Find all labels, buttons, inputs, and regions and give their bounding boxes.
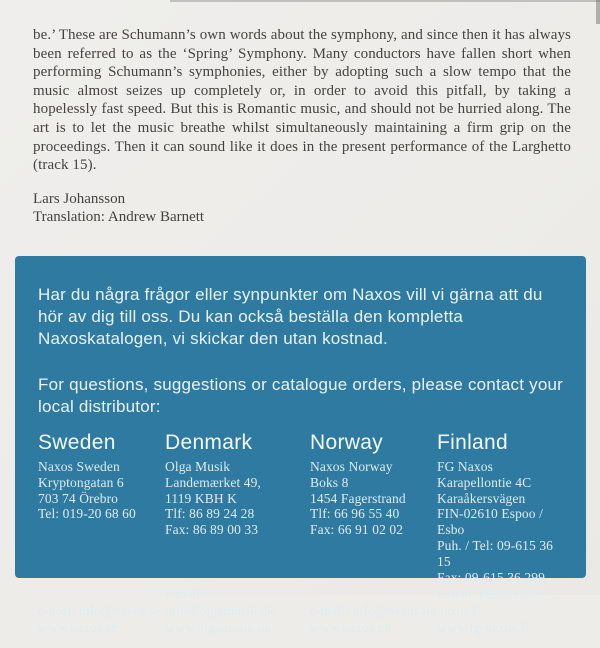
address-line: Karapellontie 4C xyxy=(437,474,532,490)
address-block-finland xyxy=(437,459,563,585)
address-line: Fax: 09-615 36 299 xyxy=(437,569,545,585)
address-line: 1119 KBH K xyxy=(165,490,238,506)
distributor-finland xyxy=(437,431,563,648)
address-line: 703 74 Örebro xyxy=(38,490,119,506)
distributor-columns xyxy=(38,431,563,636)
country-heading-finland: Finland xyxy=(437,431,508,454)
email-line-norway: e-mail: info@naxos.no xyxy=(310,603,437,619)
address-line: Naxos Norway xyxy=(310,459,393,474)
english-notice: For questions, suggestions or catalogue orders, please contact your local distributor: xyxy=(38,375,563,416)
address-line: Kryptongatan 6 xyxy=(38,474,124,490)
address-line: Boks 8 xyxy=(310,474,349,490)
email-line-denmark: e-mail: info@olgamusik.dk xyxy=(165,586,275,619)
address-line: FIN-02610 Espoo / Esbo xyxy=(437,506,543,538)
website-line-norway: www.naxos.no xyxy=(310,620,392,636)
website-line-finland: www.fg-naxos.fi xyxy=(437,620,530,636)
distributor-denmark xyxy=(165,431,310,648)
address-line: Olga Musik xyxy=(165,459,231,474)
address-line: Tlf: 86 89 24 28 xyxy=(165,506,255,522)
distributor-sweden xyxy=(38,431,165,648)
address-line: Fax: 86 89 00 33 xyxy=(165,522,259,538)
distributor-norway xyxy=(310,431,437,648)
website-line-sweden: www.naxos.se xyxy=(38,620,118,636)
scan-edge-artifact xyxy=(170,0,600,2)
address-line: 1454 Fagerstrand xyxy=(310,490,406,506)
email-line-sweden: e-post: info@naxos.se xyxy=(38,603,161,619)
contact-block-sweden xyxy=(38,602,165,648)
address-line: Landemærket 49, xyxy=(165,474,261,490)
author-name: Lars Johansson xyxy=(33,190,126,207)
address-line: Karaåkersvägen xyxy=(437,490,526,506)
address-line: Fax: 66 91 02 02 xyxy=(310,522,404,538)
email-line-finland: e-mail: palaute@fg-naxos.fi xyxy=(437,586,548,619)
address-line: FG Naxos xyxy=(437,459,493,474)
translation-credit: Translation: Andrew Barnett xyxy=(33,209,205,226)
website-line-denmark: www.olgamusik.dk xyxy=(165,620,272,636)
address-line: Naxos Sweden xyxy=(38,459,120,474)
country-heading-denmark: Denmark xyxy=(165,431,253,454)
address-line: Tel: 019-20 68 60 xyxy=(38,506,136,522)
country-heading-sweden: Sweden xyxy=(38,431,116,454)
article-section xyxy=(33,26,571,227)
country-heading-norway: Norway xyxy=(310,431,383,454)
scan-corner-artifact xyxy=(596,0,600,24)
contact-block-norway xyxy=(310,602,437,648)
address-line: Tlf: 66 96 55 40 xyxy=(310,506,400,522)
address-block-norway xyxy=(310,459,437,538)
address-block-sweden xyxy=(38,459,165,522)
article-paragraph: be.’ These are Schumann’s own words about the symphony, and since then it has always been referred to as the ‘Spring’ Symphony. Many conductors have fallen short when performing Schumann’s symphonies, either by adopting such a slow tempo that the music almost seizes up completely or, in order to avoid this pitfall, by taking a hopelessly fast speed. But this is Romantic music, and should not be hurried along. The art is to let the music breathe whilst simultaneously maintaining a firm grip on the proceedings. Then it can sound like it does in the present performance of the Larghetto (track 15). xyxy=(33,27,571,174)
address-block-denmark xyxy=(165,459,310,538)
swedish-notice: Har du några frågor eller synpunkter om Naxos vill vi gärna att du hör av dig till oss. Du kan också beställa den kompletta Naxoskatalogen, vi skickar den utan kostnad. xyxy=(38,285,543,348)
address-line: Puh. / Tel: 09-615 36 15 xyxy=(437,537,554,569)
contact-box xyxy=(15,256,586,636)
